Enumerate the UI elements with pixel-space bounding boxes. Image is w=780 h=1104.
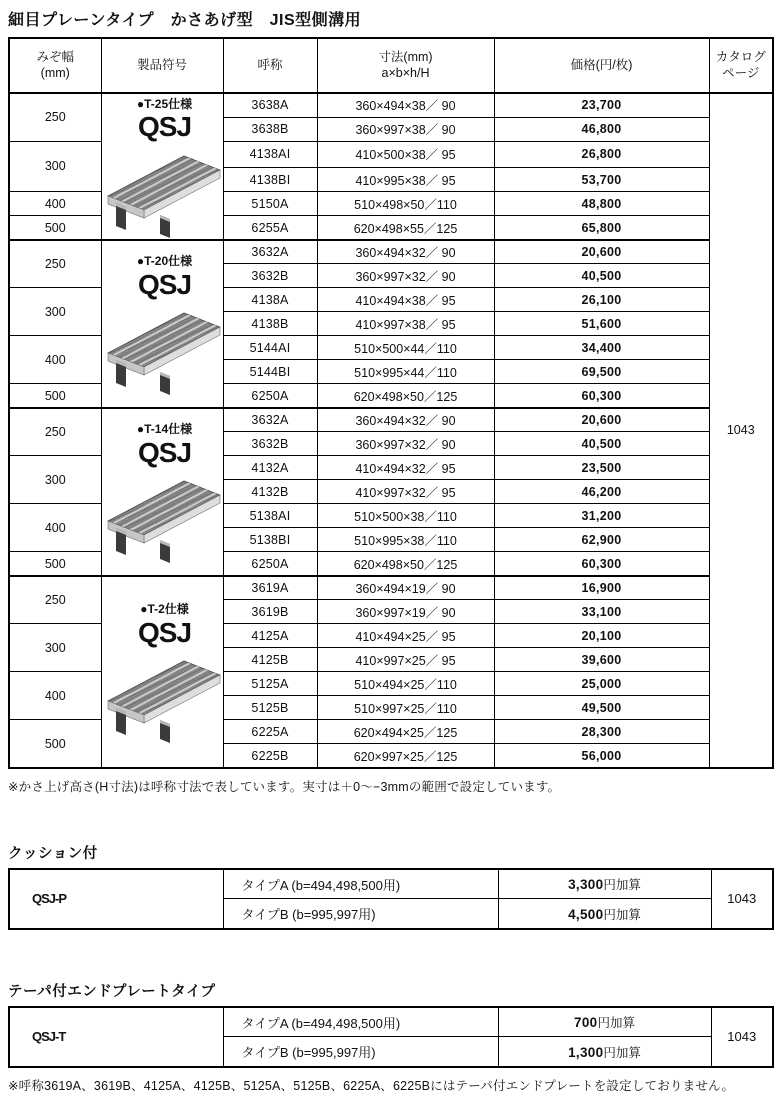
product-name-cell: 5125A [223, 672, 317, 696]
product-name-cell: 6250A [223, 552, 317, 576]
product-photo [104, 144, 224, 239]
dimensions-cell: 360×494×32／ 90 [317, 408, 494, 432]
catalog-page-cell: 1043 [711, 869, 773, 929]
dimensions-cell: 620×498×50／125 [317, 384, 494, 408]
catalog-page-cell: 1043 [711, 1007, 773, 1067]
cushion-price-table [8, 868, 774, 930]
price-cell: 49,500 [494, 696, 709, 720]
price-cell: 16,900 [494, 576, 709, 600]
table-row [9, 1007, 773, 1037]
product-name-cell: 3632B [223, 432, 317, 456]
groove-width-cell: 400 [9, 336, 101, 384]
dimensions-cell: 510×997×25／110 [317, 696, 494, 720]
product-photo [104, 469, 224, 564]
price-cell: 33,100 [494, 600, 709, 624]
header-line: ページ [722, 65, 760, 80]
product-code-cell [101, 240, 223, 408]
product-name-cell: 4125B [223, 648, 317, 672]
product-code-cell: QSJ-T [9, 1007, 223, 1067]
groove-width-cell: 500 [9, 720, 101, 768]
table-row [9, 576, 773, 600]
grating-product-photo [104, 649, 224, 744]
groove-width-cell: 250 [9, 408, 101, 456]
dimensions-cell: 510×500×38／110 [317, 504, 494, 528]
price-cell: 20,600 [494, 240, 709, 264]
price-cell: 34,400 [494, 336, 709, 360]
product-name-cell: 6255A [223, 216, 317, 240]
product-code: QSJ [137, 111, 192, 143]
price-value: 1,300 [568, 1044, 604, 1060]
product-name-cell: 3619B [223, 600, 317, 624]
price-cell: 60,300 [494, 552, 709, 576]
product-name-cell: 5150A [223, 192, 317, 216]
product-name-cell: 3638A [223, 93, 317, 117]
dimensions-cell: 410×997×32／ 95 [317, 480, 494, 504]
price-cell: 39,600 [494, 648, 709, 672]
price-cell: 20,100 [494, 624, 709, 648]
product-code-cell [101, 93, 223, 240]
product-code-cell [101, 576, 223, 768]
groove-width-cell: 300 [9, 288, 101, 336]
price-cell: 25,000 [494, 672, 709, 696]
dimensions-cell: 410×995×38／ 95 [317, 168, 494, 192]
product-name-cell: 4138BI [223, 168, 317, 192]
product-name-cell: 5144AI [223, 336, 317, 360]
dimensions-cell: 410×494×25／ 95 [317, 624, 494, 648]
header-product-code [101, 38, 223, 93]
taper-price-table [8, 1006, 774, 1068]
product-photo [104, 649, 224, 744]
price-cell: 31,200 [494, 504, 709, 528]
product-name-cell: 3632B [223, 264, 317, 288]
price-cell: 51,600 [494, 312, 709, 336]
price-cell: 26,800 [494, 141, 709, 168]
product-name-cell: 4138A [223, 288, 317, 312]
price-cell: 60,300 [494, 384, 709, 408]
product-name-cell: 3632A [223, 408, 317, 432]
dimensions-cell: 360×494×38／ 90 [317, 93, 494, 117]
groove-width-cell: 250 [9, 240, 101, 288]
product-code: QSJ [137, 436, 192, 468]
price-value: 700 [574, 1015, 598, 1031]
product-name-cell: 5144BI [223, 360, 317, 384]
header-line: 価格(円/枚) [570, 57, 633, 72]
price-cell: 40,500 [494, 264, 709, 288]
price-cell: 69,500 [494, 360, 709, 384]
dimensions-cell: 620×494×25／125 [317, 720, 494, 744]
product-code: QSJ [137, 616, 192, 648]
spec-label: ●T-20仕様 [136, 254, 193, 269]
type-cell: タイプB (b=995,997用) [223, 1037, 498, 1067]
header-groove-width [9, 38, 101, 93]
product-code-cell [101, 408, 223, 576]
dimensions-cell: 510×995×44／110 [317, 360, 494, 384]
price-cell: 26,100 [494, 288, 709, 312]
product-name-cell: 3638B [223, 117, 317, 141]
price-cell [498, 1037, 711, 1067]
product-name-cell: 3619A [223, 576, 317, 600]
product-name-cell: 4138AI [223, 141, 317, 168]
note-taper-exclusions: ※呼称3619A、3619B、4125A、4125B、5125A、5125B、6225A、6225Bにはテーパ付エンドプレートを設定しておりません。 [8, 1078, 735, 1093]
grating-product-photo [104, 144, 224, 239]
product-name-cell: 5125B [223, 696, 317, 720]
main-table-body [9, 93, 773, 768]
price-cell: 62,900 [494, 528, 709, 552]
table-row [9, 408, 773, 432]
product-name-cell: 6250A [223, 384, 317, 408]
product-name-cell: 4132A [223, 456, 317, 480]
type-cell: タイプA (b=494,498,500用) [223, 1007, 498, 1037]
product-photo [104, 301, 224, 396]
header-price [494, 38, 709, 93]
dimensions-cell: 510×494×25／110 [317, 672, 494, 696]
table-row [9, 240, 773, 264]
dimensions-cell: 620×498×50／125 [317, 552, 494, 576]
groove-width-cell: 300 [9, 624, 101, 672]
table-row [9, 869, 773, 899]
dimensions-cell: 510×995×38／110 [317, 528, 494, 552]
header-line: (mm) [40, 65, 70, 80]
type-cell: タイプB (b=995,997用) [223, 899, 498, 929]
price-suffix: 円加算 [597, 1016, 635, 1031]
dimensions-cell: 360×494×19／ 90 [317, 576, 494, 600]
price-suffix: 円加算 [603, 907, 641, 922]
header-name [223, 38, 317, 93]
product-name-cell: 3632A [223, 240, 317, 264]
groove-width-cell: 300 [9, 456, 101, 504]
header-line: a×b×h/H [381, 65, 430, 80]
groove-width-cell: 300 [9, 141, 101, 192]
header-catalog-page [709, 38, 773, 93]
dimensions-cell: 410×997×38／ 95 [317, 312, 494, 336]
dimensions-cell: 510×498×50／110 [317, 192, 494, 216]
product-name-cell: 4125A [223, 624, 317, 648]
groove-width-cell: 500 [9, 384, 101, 408]
price-cell: 23,500 [494, 456, 709, 480]
dimensions-cell: 360×494×32／ 90 [317, 240, 494, 264]
product-name-cell: 6225B [223, 744, 317, 768]
price-cell: 53,700 [494, 168, 709, 192]
product-name-cell: 4138B [223, 312, 317, 336]
groove-width-cell: 250 [9, 93, 101, 141]
dimensions-cell: 360×997×32／ 90 [317, 432, 494, 456]
header-line: みぞ幅 [36, 49, 74, 64]
groove-width-cell: 400 [9, 192, 101, 216]
cushion-section-heading: クッション付 [8, 845, 98, 862]
main-price-table [8, 37, 774, 769]
dimensions-cell: 410×494×32／ 95 [317, 456, 494, 480]
price-suffix: 円加算 [603, 878, 641, 893]
product-name-cell: 5138BI [223, 528, 317, 552]
note-raised-height: ※かさ上げ高さ(H寸法)は呼称寸法で表しています。実寸は＋0〜−3mmの範囲で設定しています。 [8, 779, 561, 794]
product-name-cell: 6225A [223, 720, 317, 744]
price-cell: 46,200 [494, 480, 709, 504]
price-cell: 56,000 [494, 744, 709, 768]
groove-width-cell: 500 [9, 216, 101, 240]
dimensions-cell: 410×494×38／ 95 [317, 288, 494, 312]
groove-width-cell: 500 [9, 552, 101, 576]
header-line: 呼称 [257, 57, 283, 72]
price-cell: 20,600 [494, 408, 709, 432]
price-cell [498, 869, 711, 899]
dimensions-cell: 360×997×19／ 90 [317, 600, 494, 624]
price-cell: 40,500 [494, 432, 709, 456]
price-suffix: 円加算 [603, 1045, 641, 1060]
price-cell [498, 1007, 711, 1037]
spec-label: ●T-2仕様 [140, 602, 189, 617]
groove-width-cell: 250 [9, 576, 101, 624]
dimensions-cell: 620×997×25／125 [317, 744, 494, 768]
header-line: 製品符号 [136, 57, 187, 72]
dimensions-cell: 360×997×32／ 90 [317, 264, 494, 288]
dimensions-cell: 410×997×25／ 95 [317, 648, 494, 672]
catalog-page-cell: 1043 [709, 93, 773, 768]
spec-label: ●T-25仕様 [136, 97, 193, 111]
dimensions-cell: 620×498×55／125 [317, 216, 494, 240]
groove-width-cell: 400 [9, 504, 101, 552]
price-cell: 23,700 [494, 93, 709, 117]
price-cell: 48,800 [494, 192, 709, 216]
page-title: 細目プレーンタイプ かさあげ型 JIS型側溝用 [8, 12, 362, 29]
spec-label: ●T-14仕様 [136, 422, 193, 437]
grating-product-photo [104, 469, 224, 564]
price-cell: 28,300 [494, 720, 709, 744]
price-cell: 65,800 [494, 216, 709, 240]
product-code: QSJ [137, 268, 192, 300]
dimensions-cell: 410×500×38／ 95 [317, 141, 494, 168]
price-value: 3,300 [568, 877, 604, 893]
table-row [9, 93, 773, 117]
dimensions-cell: 510×500×44／110 [317, 336, 494, 360]
header-line: カタログ [715, 49, 766, 64]
product-name-cell: 5138AI [223, 504, 317, 528]
dimensions-cell: 360×997×38／ 90 [317, 117, 494, 141]
groove-width-cell: 400 [9, 672, 101, 720]
product-code-cell: QSJ-P [9, 869, 223, 929]
taper-section-heading: テーパ付エンドプレートタイプ [8, 983, 216, 1000]
price-cell [498, 899, 711, 929]
type-cell: タイプA (b=494,498,500用) [223, 869, 498, 899]
header-line: 寸法(mm) [378, 49, 433, 64]
price-value: 4,500 [568, 906, 604, 922]
grating-product-photo [104, 301, 224, 396]
product-name-cell: 4132B [223, 480, 317, 504]
main-table-header [9, 38, 773, 93]
header-dimensions [317, 38, 494, 93]
price-cell: 46,800 [494, 117, 709, 141]
